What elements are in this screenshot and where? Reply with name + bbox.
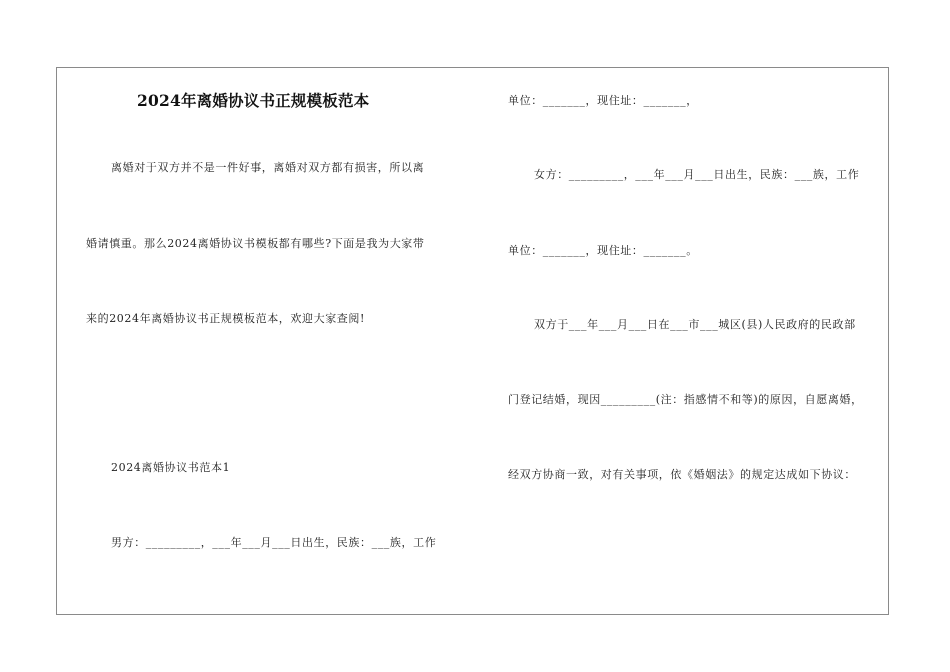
right-line-4: 双方于___年___月___日在___市___城区(县)人民政府的民政部 [534, 318, 856, 331]
right-line-2: 女方：_________，___年___月___日出生，民族：___族，工作 [534, 168, 860, 181]
right-line-1: 单位：_______，现住址：_______， [508, 94, 698, 107]
document-title: 2024年离婚协议书正规模板范本 [137, 91, 370, 110]
male-party-line: 男方：_________，___年___月___日出生，民族：___族，工作 [111, 536, 437, 549]
intro-line-3: 来的2024年离婚协议书正规模板范本，欢迎大家查阅! [86, 312, 366, 325]
right-line-5: 门登记结婚，现因_________(注：指感情不和等)的原因，自愿离婚， [508, 393, 863, 406]
right-line-6: 经双方协商一致，对有关事项，依《婚姻法》的规定达成如下协议： [508, 468, 856, 481]
intro-line-2: 婚请慎重。那么2024离婚协议书模板都有哪些?下面是我为大家带 [86, 237, 425, 250]
section-heading: 2024离婚协议书范本1 [111, 461, 231, 474]
intro-line-1: 离婚对于双方并不是一件好事，离婚对双方都有损害，所以离 [111, 161, 425, 174]
right-line-3: 单位：_______，现住址：_______。 [508, 244, 698, 257]
document-page [56, 67, 889, 615]
